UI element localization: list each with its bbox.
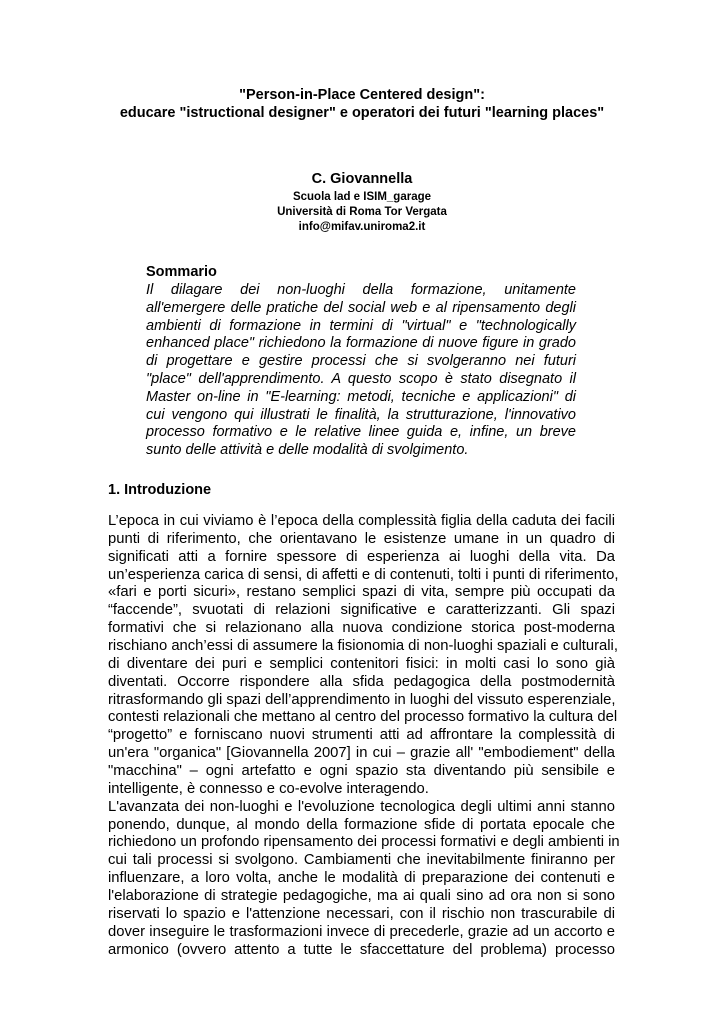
body-line: “faccende”, svuotati di relazioni significative e caratterizzanti. Gli spazi bbox=[108, 602, 615, 619]
body-line: cui tali processi si svolgono. Cambiamenti che inevitabilmente finiranno per bbox=[108, 852, 615, 869]
body-line: un’esperienza carica di sensi, di affetti e di contenuti, tolti i punti di riferimento, bbox=[108, 566, 619, 583]
body-line: L'avanzata dei non-luoghi e l'evoluzione tecnologica degli ultimi anni stanno bbox=[108, 798, 615, 815]
body-line: intelligente, è connesso e co-evolve interagendo. bbox=[108, 780, 429, 797]
abstract-line: all'emergere delle pratiche del social web e al ripensamento degli bbox=[146, 299, 576, 316]
body-line: armonico (ovvero attento a tutte le sfaccettature del problema) processo bbox=[108, 941, 615, 958]
body-line: ritrasformando gli spazi dell’apprendimento in luoghi del vissuto esperenziale, bbox=[108, 691, 616, 708]
body-line: ponendo, dunque, al mondo della formazione sfide di portata epocale che bbox=[108, 816, 615, 833]
abstract-line: di progettare e gestire processi che si svolgeranno nei futuri bbox=[146, 353, 576, 370]
abstract-line: Master on-line in "E-learning: metodi, tecniche e applicazioni" di bbox=[146, 388, 576, 405]
author-block bbox=[60, 170, 664, 235]
abstract-body bbox=[146, 282, 576, 460]
paper-title-line-2: educare "istructional designer" e operatori dei futuri "learning places" bbox=[119, 105, 605, 121]
body-line: “progetto” e forniscano nuovi strumenti atti ad affrontare la complessità di bbox=[108, 727, 615, 744]
body-text bbox=[108, 513, 620, 959]
body-line: di diventare dei puri e semplici contenitori fisici: in molti casi lo sono già bbox=[108, 655, 615, 672]
body-line: «fari e porti sicuri», restano semplici spazi di vita, sempre più occupati da bbox=[108, 584, 615, 601]
body-line: rischiano anch’essi di assumere la fisionomia di non-luoghi spaziali e culturali, bbox=[108, 638, 618, 655]
author-affiliation-2: Università di Roma Tor Vergata bbox=[277, 206, 447, 218]
abstract-line: processo formativo e le relative linee guida e, infine, un breve bbox=[146, 424, 576, 441]
body-line: significati atti a fornire spessore di esperienza ai luoghi della vita. Da bbox=[108, 548, 615, 565]
paper-title bbox=[60, 86, 664, 122]
abstract-line: ambienti di formazione in termini di "virtual" e "technologically bbox=[146, 317, 576, 334]
abstract-line: "place" dell'apprendimento. A questo scopo è stato disegnato il bbox=[146, 370, 576, 387]
body-line: L’epoca in cui viviamo è l’epoca della complessità figlia della caduta dei facili bbox=[108, 513, 615, 529]
abstract bbox=[146, 263, 576, 460]
body-line: influenzare, a loro volta, anche le modalità di preparazione dei contenuti e bbox=[108, 870, 615, 887]
body-line: riservati lo spazio e l'attenzione necessari, con il rischio non trascurabile di bbox=[108, 905, 615, 922]
author-email: info@mifav.uniroma2.it bbox=[298, 221, 426, 233]
body-line: punti di riferimento, che orientavano le esistenze umane in un quadro di bbox=[108, 530, 615, 547]
body-line: diventati. Occorre rispondere alla sfida pedagogica della postmodernità bbox=[108, 673, 615, 690]
abstract-line: enhanced place" richiedono la formazione di nuove figure in grado bbox=[146, 335, 576, 352]
body-line: richiedono un profondo ripensamento dei processi formativi e degli ambienti in bbox=[108, 834, 620, 851]
body-line: contesti relazionali che mettano al centro del processo formativo la cultura del bbox=[108, 709, 618, 726]
section-heading-introduzione: 1. Introduzione bbox=[108, 482, 212, 498]
abstract-line: sunto delle attività e delle modalità di svolgimento. bbox=[146, 442, 469, 459]
body-line: formativi che si relazionano alla nuova condizione storica post-moderna bbox=[108, 620, 615, 637]
paper-title-line-1: "Person-in-Place Centered design": bbox=[239, 87, 485, 103]
abstract-line: Il dilagare dei non-luoghi della formazione, unitamente bbox=[146, 282, 576, 298]
abstract-heading: Sommario bbox=[146, 264, 217, 280]
body-line: un'era "organica" [Giovannella 2007] in cui – grazie all' "embodiement" della bbox=[108, 745, 615, 762]
abstract-line: cui vengono qui illustrati le finalità, la strutturazione, l'innovativo bbox=[146, 406, 576, 423]
body-line: "macchina" – ogni artefatto e ogni spazio sta diventando più sensibile e bbox=[108, 763, 615, 780]
body-line: dover inseguire le trasformazioni invece di precederle, grazie ad un accorto e bbox=[108, 923, 615, 940]
author-affiliation-1: Scuola lad e ISIM_garage bbox=[292, 191, 432, 203]
body-line: l'elaborazione di strategie pedagogiche, ma ai quali sino ad ora non si sono bbox=[108, 888, 615, 905]
author-name: C. Giovannella bbox=[311, 171, 413, 187]
